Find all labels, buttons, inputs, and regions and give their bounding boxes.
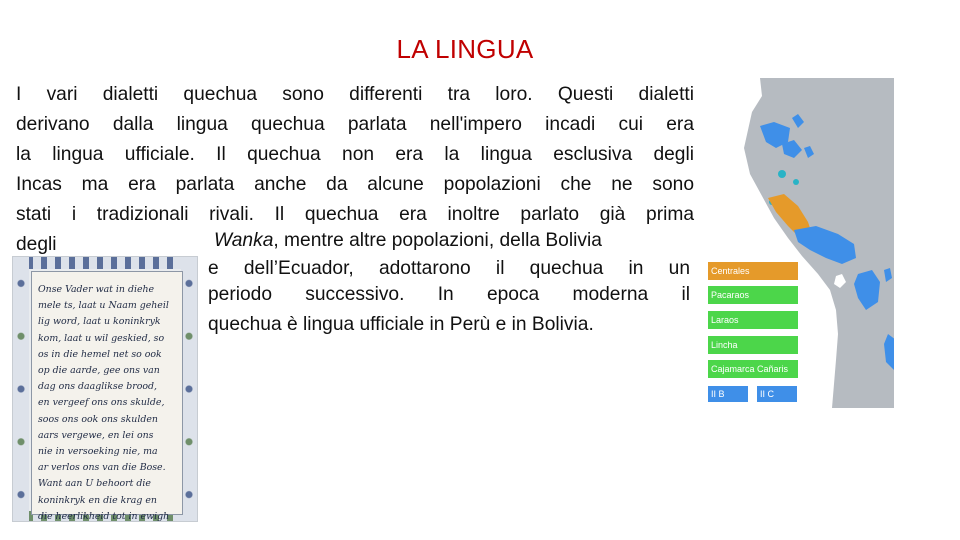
map-region-dot xyxy=(793,179,799,185)
tile-border xyxy=(13,257,29,521)
tile-line: en vergeef ons ons skulde, xyxy=(38,397,165,409)
paragraph-line: stati i tradizionali rivali. Il quechua era inoltre parlato già prima xyxy=(16,204,694,225)
tile-line: die heerlikheid tot in ewigh xyxy=(38,510,170,522)
tile-text-panel xyxy=(31,271,183,522)
paragraph-wrapped-line: e dell’Ecuador, adottarono il quechua in un xyxy=(208,258,690,279)
paragraph-line-start: degli xyxy=(16,234,57,255)
paragraph-line-continued xyxy=(214,226,602,256)
page-title: LA LINGUA xyxy=(396,34,534,64)
paragraph-line: Incas ma era parlata anche da alcune popolazioni che ne sono xyxy=(16,174,694,195)
tile-border xyxy=(181,257,197,521)
paragraph-line: I vari dialetti quechua sono differenti tra loro. Questi dialetti xyxy=(16,84,694,105)
paragraph-wrapped-line: quechua è lingua ufficiale in Perù e in Bolivia. xyxy=(208,314,594,335)
tile-line: op die aarde, gee ons van xyxy=(38,365,160,377)
legend-item-ii-b: II B xyxy=(708,386,748,402)
legend-item-laraos: Laraos xyxy=(708,311,798,329)
legend-item-centrales: Centrales xyxy=(708,262,798,280)
tile-line: Want aan U behoort die xyxy=(38,478,151,490)
paragraph-line: derivano dalla lingua quechua parlata nell'impero incadi cui era xyxy=(16,114,694,135)
map-region-dot xyxy=(778,170,786,178)
paragraph-line: la lingua ufficiale. Il quechua non era la lingua esclusiva degli xyxy=(16,144,694,165)
tile-line: kom, laat u wil geskied, so xyxy=(38,332,165,344)
legend-item-cajamarca-canaris: Cajamarca Cañaris xyxy=(708,360,798,378)
tile-line: aars vergewe, en lei ons xyxy=(38,429,154,441)
legend-item-pacaraos: Pacaraos xyxy=(708,286,798,304)
tile-line: mele ts, laat u Naam geheil xyxy=(38,300,169,312)
quechua-dialect-map xyxy=(738,78,894,408)
prayer-tile-image xyxy=(12,256,198,522)
map-graphic xyxy=(738,78,894,408)
tile-line: nie in versoeking nie, ma xyxy=(38,446,158,458)
paragraph-wrapped-line: periodo successivo. In epoca moderna il xyxy=(208,284,690,305)
tile-line: koninkryk en die krag en xyxy=(38,494,157,506)
tile-line: soos ons ook ons skulden xyxy=(38,413,158,425)
tile-line: lig word, laat u koninkryk xyxy=(38,316,161,328)
tile-text xyxy=(38,282,178,522)
tile-line: Onse Vader wat in diehe xyxy=(38,284,155,295)
italic-term: Wanka xyxy=(214,230,274,251)
tile-line: ar verlos ons van die Bose. xyxy=(38,462,166,474)
paragraph-line-rest: , mentre altre popolazioni, della Bolivia xyxy=(273,230,602,251)
tile-line: dag ons daaglikse brood, xyxy=(38,381,157,393)
tile-border xyxy=(13,257,197,269)
tile-line: os in die hemel net so ook xyxy=(38,348,162,360)
legend-item-lincha: Lincha xyxy=(708,336,798,354)
legend-item-ii-c: II C xyxy=(757,386,797,402)
